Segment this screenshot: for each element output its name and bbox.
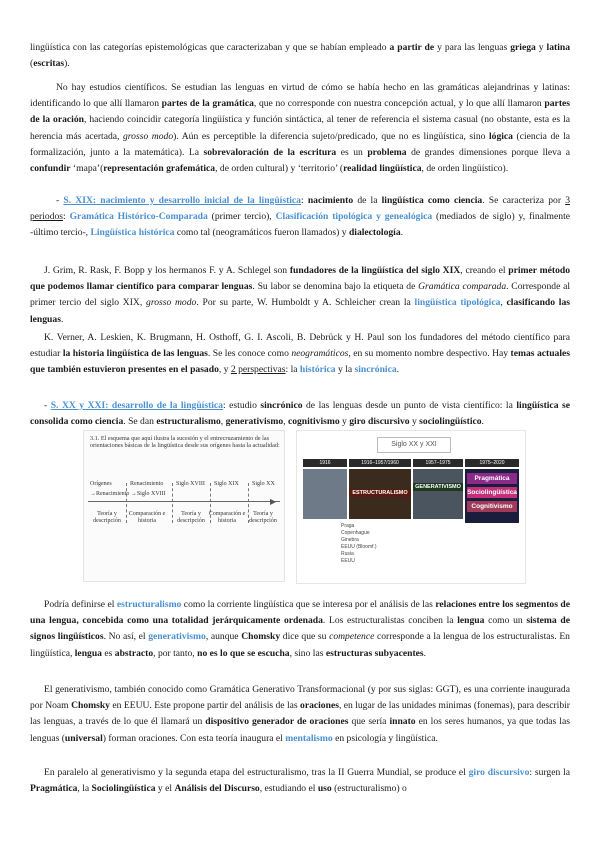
highlight-text: lingüística tipológica (414, 297, 501, 309)
italic-text: grosso modo (146, 297, 197, 309)
text: : estudio (222, 400, 261, 411)
paragraph-9 (30, 765, 570, 797)
text: , aunque (205, 631, 242, 643)
timeline-label: Renacimiento (130, 481, 164, 487)
text: . Se caracteriza por (482, 195, 566, 206)
bold-text: innato (389, 716, 416, 728)
bold-text: escritas (33, 58, 65, 70)
highlight-text: mentalismo (285, 732, 333, 744)
section-heading-xx: S. XX y XXI: desarrollo de la lingüística (50, 400, 223, 411)
text: . Se dan (123, 416, 157, 428)
bold-text: partes de la oración (30, 98, 570, 126)
text: (estructuralismo) o (331, 783, 407, 795)
bold-text: cognitivismo (287, 416, 340, 428)
bold-text: generativismo (225, 416, 284, 428)
text: (mediados de siglo) y, finalmente -último tercio-, (30, 211, 570, 239)
bold-text: nacimiento (307, 195, 354, 206)
list-item: Ginebra (341, 537, 359, 543)
text: , en su momento nombre despectivo. Hay (348, 348, 511, 360)
text: . (60, 313, 64, 325)
italic-text: grosso modo (123, 130, 174, 142)
text: : (300, 195, 308, 206)
bold-text: partes de la gramática (161, 98, 254, 110)
bold-text: Análisis del Discurso (174, 783, 260, 795)
timeline-label: Siglo XX (252, 481, 275, 487)
school-list (341, 523, 377, 565)
text: como la corriente lingüística que se interesa por el análisis de las (181, 599, 436, 610)
text: de grandes dimensiones porque lleva a (406, 146, 570, 158)
text: y para las lenguas (434, 42, 511, 53)
text: , sino las (289, 647, 326, 659)
figure-linguistics-timeline (83, 430, 285, 582)
timeline-label: Siglo XIX (214, 481, 239, 487)
bold-text: lingüística se consolida como ciencia (30, 400, 570, 428)
bold-text: sistema de signos lingüísticos (30, 615, 570, 643)
bold-text: Sociolingüística (91, 783, 156, 795)
text: . (423, 647, 427, 659)
timeline-period: Comparación e historia (208, 511, 246, 524)
text: , (500, 297, 507, 309)
text: . No así, el (103, 631, 149, 643)
bold-text: lengua (457, 615, 485, 627)
text: . Se les conoce como (207, 348, 292, 360)
text: ). (64, 58, 70, 70)
text: ‘mapa’( (70, 163, 104, 175)
text: de la (353, 195, 382, 206)
timeline-period: Teoría y descripción (93, 511, 121, 524)
bold-text: a partir de (389, 42, 435, 53)
bold-text: la historia lingüística de las lenguas (62, 348, 208, 360)
italic-text: neogramáticos (291, 348, 349, 360)
period-header: 1916 (303, 459, 347, 467)
text: , que no corresponde con nuestra concepción actual, y lo que allí llamaron (253, 98, 545, 110)
text: y (535, 42, 547, 53)
arrow-right-icon: ▶ (270, 497, 277, 506)
text: , la (77, 783, 92, 795)
portrait-image (413, 469, 463, 519)
bold-text: Chomsky (241, 631, 281, 643)
text: es (101, 647, 115, 659)
bold-text: relaciones entre los segmentos de una lengua, concebida como una totalidad jerárquicamente ordenada (30, 599, 570, 627)
bold-text: primer método que podemos llamar científico para comparar lenguas (30, 265, 570, 293)
list-item: EEUU (341, 558, 355, 564)
paragraph-5 (30, 330, 570, 379)
bold-text: uso (317, 783, 332, 795)
bold-text: no es lo que se escucha (197, 647, 290, 659)
text: J. Grim, R. Rask, F. Bopp y los hermanos F. y A. Schlegel son (44, 265, 290, 276)
bold-text: representación grafemática (103, 163, 216, 175)
text: El generativismo, también conocido como Gramática Generativo Transformacional (y por sus siglas: GGT), es una corriente inaugurada por Noam (30, 684, 570, 712)
text: - (44, 400, 51, 411)
highlight-text: Clasificación tipológica y genealógica (275, 211, 433, 223)
list-item: Copenhague (341, 530, 370, 536)
text: . (481, 416, 484, 428)
text: (primer tercio), (207, 211, 276, 223)
slide-title: Siglo XX y XXI (377, 437, 451, 453)
text: . Por su parte, W. Humboldt y A. Schleicher crean la (196, 297, 415, 309)
list-item: Praga (341, 523, 355, 529)
timeline-label: Orígenes (90, 481, 112, 487)
text: y la (335, 364, 355, 376)
bold-text: sociolingüístico (419, 416, 482, 428)
text: : la (285, 364, 300, 376)
bold-text: problema (367, 146, 407, 158)
underlined-text: 2 perspectivas (230, 364, 286, 376)
text: ). Aún es perceptible la diferencia sujeto/predicado, que no es lingüística, sino (173, 130, 489, 142)
bold-text: Chomsky (71, 700, 110, 712)
highlight-text: generativismo (148, 631, 206, 643)
highlight-text: giro discursivo (468, 767, 530, 778)
text: K. Verner, A. Leskien, K. Brugmann, H. Osthoff, G. I. Ascoli, B. Debrück y H. Paul son los fundadores del método científico para estudiar (30, 332, 570, 360)
timeline-axis (88, 501, 280, 502)
text: , y (218, 364, 231, 376)
bold-text: estructuras subyacentes (325, 647, 424, 659)
timeline-period: Teoría y descripción (177, 511, 205, 524)
timeline-label: Siglo XVIII (176, 481, 205, 487)
text: . (400, 227, 404, 239)
text: en los seres humanos, ya que todas las lenguas ( (30, 716, 570, 744)
text: como tal (neogramáticos fueron llamados) y (174, 227, 349, 239)
text: : (63, 211, 70, 223)
bold-text: temas actuales que también estuvieron presentes en el pasado (30, 348, 571, 376)
bold-text: universal (64, 732, 103, 744)
period-header: 1957–1975 (413, 459, 463, 467)
text: , haciendo coincidir categoría lingüística y función sintáctica, al tener de referencia el sistema casual (no obstante, esta es la herencia más acertada, (30, 114, 570, 142)
text: y (339, 416, 350, 428)
italic-text: Gramática comparada (418, 281, 507, 293)
band-label: GENERATIVISMO (413, 483, 463, 491)
period-header: 1975–2020 (465, 459, 519, 467)
bold-text: sincrónico (260, 400, 303, 411)
band-label: ESTRUCTURALISMO (349, 489, 411, 497)
text: . (396, 364, 400, 376)
text: , (220, 416, 226, 428)
bold-text: Pragmática (30, 783, 78, 795)
text: lingüística con las categorías epistemológicas que caracterizaban y que se habían empleado (30, 42, 390, 53)
bold-text: sobrevaloración de la escritura (203, 146, 337, 158)
text: , de orden cultural) y ‘territorio’ ( (215, 163, 344, 175)
bold-text: confundir (30, 163, 71, 175)
band-label: Sociolingüística (467, 489, 517, 496)
bold-text: dispositivo generador de oraciones (205, 716, 349, 728)
bold-text: griega (510, 42, 536, 53)
paragraph-3 (30, 193, 570, 242)
text: . Corresponde al primer tercio del siglo XIX, (30, 281, 571, 309)
text: , creando el (460, 265, 509, 276)
text: No hay estudios científicos. Se estudian las lenguas en virtud de cómo se había hecho en las gramáticas alejandrinas y latinas: identificando lo que allí llamaron (30, 82, 570, 110)
band-label: Pragmática (467, 473, 517, 484)
highlight-text: Lingüística histórica (90, 227, 175, 239)
text: , por tanto, (153, 647, 198, 659)
text: . Su labor se denomina bajo la etiqueta de (252, 281, 419, 293)
bold-text: realidad lingüística (343, 163, 422, 175)
list-item: EEUU (Bloomf.) (341, 544, 377, 550)
text: . Los estructuralistas conciben la (322, 615, 458, 627)
text: es un (336, 146, 368, 158)
text: : surgen la (529, 767, 570, 778)
timeline-period: Teoría y descripción (249, 511, 277, 524)
text: corresponde a la lengua de los estructuralistas. En lingüística, (30, 631, 570, 659)
text: - (56, 195, 64, 206)
text: de las lenguas desde un punto de vista científico: la (302, 400, 517, 411)
bold-text: oraciones (300, 700, 339, 712)
bold-text: latina (546, 42, 571, 53)
paragraph-1 (30, 40, 570, 72)
underlined-text: 3 periodos (30, 195, 570, 223)
highlight-text: sincrónica (354, 364, 397, 376)
highlight-text: Gramática Histórico-Comparada (69, 211, 208, 223)
text: como un (484, 615, 527, 627)
text: , de orden lingüístico). (421, 163, 509, 175)
text: ) forman oraciones. Con esta teoría inaugura el (102, 732, 286, 744)
bold-text: abstracto (114, 647, 154, 659)
text: Podría definirse el (44, 599, 117, 610)
paragraph-4 (30, 263, 570, 328)
figure-caption: 3.1. El esquema que aquí ilustra la sucesión y el entrecruzamiento de las orientaciones básicas de la lingüística desde sus orígenes hasta la actualidad: (90, 435, 280, 450)
text: , en lugar de las unidades mínimas (fonemas), para describir las lenguas, a través de lo que él llamará un (30, 700, 570, 728)
text: (ciencia de la formalización, junto a la matemática). La (30, 130, 571, 158)
highlight-text: estructuralismo (116, 599, 182, 610)
text: , estudiando el (259, 783, 318, 795)
text: y (409, 416, 420, 428)
portrait-image (303, 469, 347, 519)
timeline-sublabel: →Renacimiento →Siglo XVIII (90, 491, 166, 497)
timeline-period: Comparación e historia (128, 511, 166, 524)
text: , (283, 416, 288, 428)
section-heading-xix: S. XIX: nacimiento y desarrollo inicial de la lingüística (63, 195, 301, 206)
bold-text: estructuralismo (156, 416, 221, 428)
text: que sería (348, 716, 390, 728)
bold-text: lógica (489, 130, 513, 142)
period-header: 1916–1957/1960 (349, 459, 411, 467)
paragraph-6 (30, 398, 570, 430)
band-label: Cognitivismo (467, 501, 517, 512)
bold-text: fundadores de la lingüística del siglo XIX (289, 265, 461, 276)
bold-text: lengua (74, 647, 102, 659)
text: dice que su (280, 631, 330, 643)
figure-xx-xxi-slide (296, 430, 526, 584)
paragraph-7 (30, 597, 570, 662)
bold-text: clasificando las lenguas (30, 297, 571, 325)
paragraph-8 (30, 682, 570, 747)
bold-text: dialectología (348, 227, 401, 239)
bold-text: giro discursivo (349, 416, 410, 428)
paragraph-2 (30, 80, 570, 177)
text: y el (155, 783, 175, 795)
text: En paralelo al generativismo y la segunda etapa del estructuralismo, tras la II Guerra Mundial, se produce el (44, 767, 469, 778)
italic-text: competence (329, 631, 375, 643)
text: en EEUU. Este propone partir del análisis de las (109, 700, 301, 712)
bold-text: lingüística como ciencia (381, 195, 483, 206)
text: en psicología y lingüística. (332, 732, 438, 744)
highlight-text: histórica (299, 364, 336, 376)
list-item: Rusia (341, 551, 354, 557)
text: ( (30, 58, 34, 70)
